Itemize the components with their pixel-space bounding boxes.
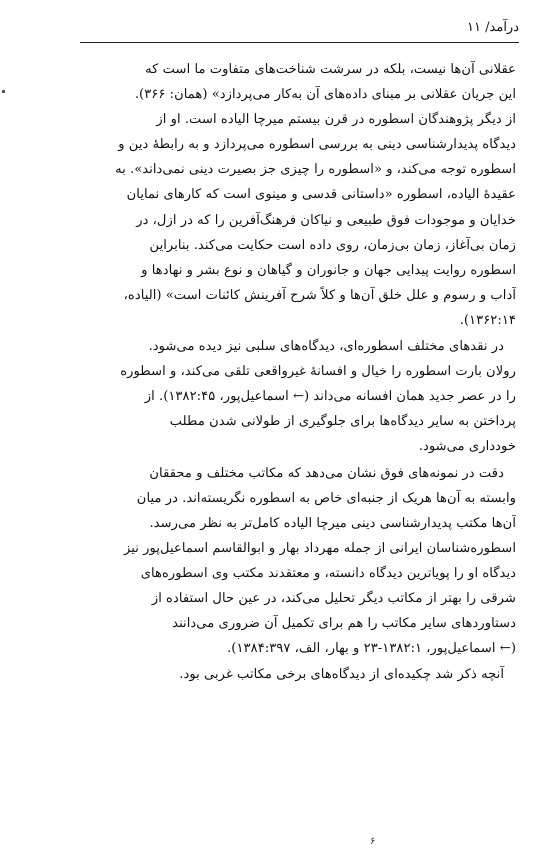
text-line: اسطوره روایت پیدایی جهان و جانوران و گیاهان و نوع بشر و نهادها و bbox=[141, 262, 516, 278]
text-line: از دیگر پژوهندگان اسطوره در قرن بیستم میرچا الیاده است. او از bbox=[156, 112, 516, 128]
text-line: رولان بارت اسطوره را خیال و افسانهٔ غیرواقعی تلقی می‌کند، و اسطوره bbox=[120, 364, 516, 380]
text-line: زمان بی‌آغاز، زمان بی‌زمان، روی داده است حکایت می‌کند. بنابراین bbox=[149, 237, 516, 253]
text-line: این جریان عقلانی بر مبنای داده‌های آن به‌کار می‌پردازد» (همان: ۳۶۶). bbox=[134, 87, 516, 103]
text-line: عقلانی آن‌ها نیست، بلکه در سرشت شناخت‌های متفاوت ما است که bbox=[145, 62, 516, 77]
paragraph bbox=[81, 334, 516, 459]
margin-mark bbox=[2, 90, 5, 93]
text-line: وابسته به آن‌ها هریک از جنبه‌ای خاص به اسطوره نگریسته‌اند. در میان bbox=[136, 490, 516, 506]
text-line: در نقدهای مختلف اسطوره‌ای، دیدگاه‌های سلبی نیز دیده می‌شود. bbox=[148, 339, 504, 355]
text-line: اسطوره‌شناسان ایرانی از جمله مهرداد بهار و ابوالقاسم اسماعیل‌پور نیز bbox=[124, 540, 516, 556]
text-line: ۱۳۶۲:۱۴). bbox=[459, 312, 516, 328]
body-text bbox=[81, 57, 516, 687]
text-line: (← اسماعیل‌پور، ۱۳۸۲:۱-۲۳ و بهار، الف، ۱۳۸۴:۳۹۷). bbox=[227, 641, 516, 657]
running-head: درآمد/ ۱۱ bbox=[467, 20, 519, 35]
text-line: آن‌ها مکتب پدیدارشناسی دینی میرچا الیاده کامل‌تر به نظر می‌رسد. bbox=[149, 515, 516, 531]
text-line: آداب و رسوم و علل خلق آن‌ها و کلاً شرح آفرینش کائنات است» (الیاده، bbox=[123, 287, 516, 303]
text-line: شرقی را بهتر از مکاتب دیگر تحلیل می‌کند، در عین حال استفاده از bbox=[151, 590, 516, 606]
text-line: خدایان و موجودات فوق طبیعی و نیاکان فرهنگ‌آفرین را که در ازل، در bbox=[136, 212, 516, 228]
text-line: آنچه ذکر شد چکیده‌ای از دیدگاه‌های برخی مکاتب غربی بود. bbox=[179, 667, 504, 683]
header-rule bbox=[80, 42, 519, 43]
text-line: خودداری می‌شود. bbox=[418, 439, 516, 455]
text-line: عقیدهٔ الیاده، اسطوره «داستانی قدسی و مینوی است که کارهای نمایان bbox=[126, 187, 516, 203]
paragraph bbox=[81, 57, 516, 333]
text-line: دستاوردهای سایر مکاتب را هم برای تکمیل آن ضروری می‌دانند bbox=[172, 616, 516, 632]
paragraph bbox=[81, 662, 516, 687]
text-line: را در عصر جدید همان افسانه می‌داند (← اسماعیل‌پور، ۱۳۸۲:۴۵). از bbox=[144, 389, 516, 405]
text-line: پرداختن به سایر دیدگاه‌ها برای جلوگیری از طولانی شدن مطلب bbox=[169, 414, 516, 430]
paragraph bbox=[81, 461, 516, 662]
footer-mark: ۶ bbox=[370, 836, 376, 847]
text-line: دقت در نمونه‌های فوق نشان می‌دهد که مکاتب مختلف و محققان bbox=[149, 465, 504, 481]
text-line: دیدگاه پدیدارشناسی دینی به بررسی اسطوره می‌پردازد و به رابطهٔ دین و bbox=[118, 137, 516, 153]
text-line: دیدگاه او را پویاترین دیدگاه دانسته، و معتقدند مکتب وی اسطوره‌های bbox=[140, 565, 516, 581]
text-line: اسطوره توجه می‌کند، و «اسطوره را چیزی جز بصیرت دینی نمی‌داند». به bbox=[115, 162, 516, 178]
